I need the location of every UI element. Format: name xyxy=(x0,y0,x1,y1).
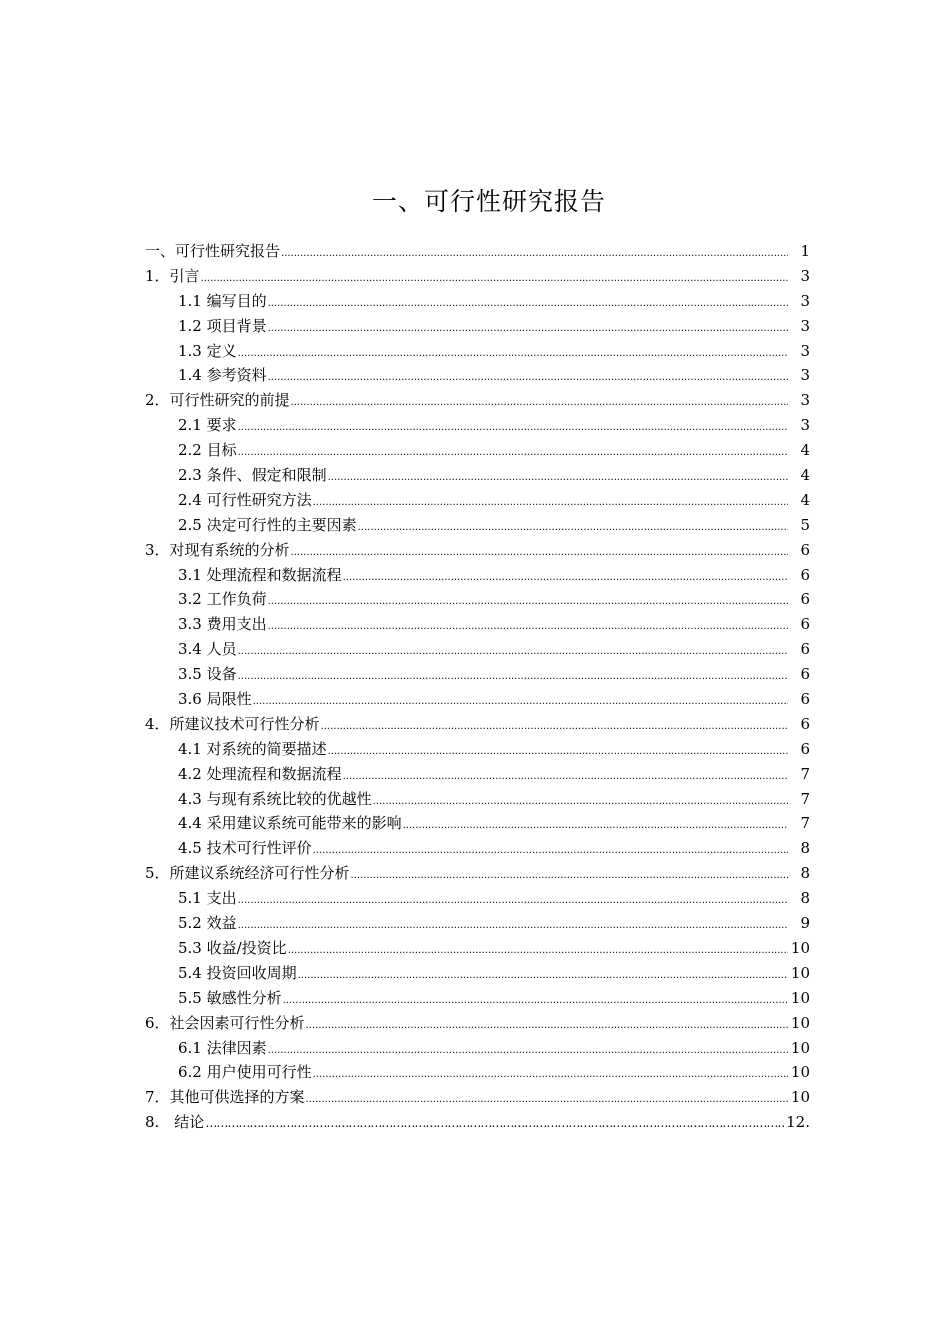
toc-entry-label: 2.4 可行性研究方法 xyxy=(178,490,312,509)
toc-entry[interactable] xyxy=(145,364,810,389)
toc-entry-page-number: 4 xyxy=(800,466,810,485)
toc-entry-page-number: 7 xyxy=(800,764,810,783)
toc-entry[interactable] xyxy=(145,539,810,564)
toc-dot-leader xyxy=(328,741,788,763)
toc-entry[interactable] xyxy=(145,564,810,589)
toc-entry-page-number: 6 xyxy=(800,565,810,584)
toc-dot-leader xyxy=(321,716,788,738)
toc-entry[interactable] xyxy=(145,713,810,738)
toc-entry-label: 6.1 法律因素 xyxy=(178,1038,267,1057)
toc-entry[interactable] xyxy=(145,1061,810,1086)
toc-entry-page-number: 10 xyxy=(790,1013,810,1032)
toc-entry-label: 4.4 采用建议系统可能带来的影响 xyxy=(178,814,402,833)
toc-entry[interactable] xyxy=(145,514,810,539)
toc-entry-label: 4.1 对系统的简要描述 xyxy=(178,739,327,758)
toc-entry[interactable] xyxy=(145,837,810,862)
toc-entry-label: 4.2 处理流程和数据流程 xyxy=(178,764,342,783)
toc-entry-page-number: 7 xyxy=(800,814,810,833)
toc-entry-label: 5．所建议系统经济可行性分析 xyxy=(145,864,350,883)
toc-entry[interactable] xyxy=(145,763,810,788)
toc-dot-leader xyxy=(238,343,788,365)
toc-entry[interactable] xyxy=(145,688,810,713)
toc-entry[interactable] xyxy=(145,987,810,1012)
toc-entry[interactable] xyxy=(145,489,810,514)
toc-entry[interactable] xyxy=(145,962,810,987)
toc-entry-label: 2.1 要求 xyxy=(178,416,237,435)
toc-dot-leader xyxy=(238,890,788,912)
toc-entry-page-number: 3 xyxy=(800,316,810,335)
toc-entry-label: 2.3 条件、假定和限制 xyxy=(178,466,327,485)
toc-entry-label: 3.5 设备 xyxy=(178,665,237,684)
toc-entry-page-number: 8 xyxy=(800,889,810,908)
toc-entry[interactable] xyxy=(145,290,810,315)
toc-entry-page-number: 3 xyxy=(800,341,810,360)
toc-dot-leader xyxy=(238,915,788,937)
toc-entry[interactable] xyxy=(145,937,810,962)
toc-dot-leader xyxy=(298,965,788,987)
toc-entry[interactable] xyxy=(145,912,810,937)
toc-entry-label: 2.2 目标 xyxy=(178,441,237,460)
toc-entry[interactable] xyxy=(145,439,810,464)
toc-dot-leader xyxy=(291,392,788,414)
toc-entry-page-number: 5 xyxy=(800,515,810,534)
toc-entry-page-number: 3 xyxy=(800,291,810,310)
toc-dot-leader xyxy=(268,367,788,389)
toc-dot-leader xyxy=(238,417,788,439)
toc-entry-page-number: 8 xyxy=(800,839,810,858)
toc-dot-leader xyxy=(343,766,788,788)
toc-dot-leader xyxy=(238,666,788,688)
toc-entry[interactable] xyxy=(145,588,810,613)
toc-dot-leader xyxy=(253,691,788,713)
toc-entry[interactable] xyxy=(145,788,810,813)
toc-entry-label: 5.3 收益/投资比 xyxy=(178,938,287,957)
toc-entry-label: 4．所建议技术可行性分析 xyxy=(145,714,320,733)
toc-entry-label: 3.1 处理流程和数据流程 xyxy=(178,565,342,584)
toc-dot-leader xyxy=(306,1089,788,1111)
toc-entry-label: 2．可行性研究的前提 xyxy=(145,391,290,410)
toc-entry-label: 7．其他可供选择的方案 xyxy=(145,1088,305,1107)
toc-entry-page-number: 3 xyxy=(800,266,810,285)
toc-entry-page-number: 6 xyxy=(800,590,810,609)
toc-entry[interactable] xyxy=(145,1037,810,1062)
toc-entry[interactable] xyxy=(145,340,810,365)
toc-entry-page-number: 10 xyxy=(790,1063,810,1082)
toc-entry-label: 5.5 敏感性分析 xyxy=(178,988,282,1007)
toc-entry-label: 6.2 用户使用可行性 xyxy=(178,1063,312,1082)
toc-dot-leader xyxy=(268,591,788,613)
toc-entry-page-number: 9 xyxy=(800,914,810,933)
toc-entry-label: 5.1 支出 xyxy=(178,889,237,908)
toc-dot-leader xyxy=(313,492,788,514)
toc-entry-page-number: 10 xyxy=(790,963,810,982)
toc-dot-leader xyxy=(291,542,788,564)
toc-entry-page-number: 8 xyxy=(800,864,810,883)
toc-entry-label: 一、可行性研究报告 xyxy=(145,242,281,260)
toc-dot-leader xyxy=(313,840,788,862)
toc-dot-leader xyxy=(268,616,788,638)
toc-entry-page-number: 10 xyxy=(790,988,810,1007)
toc-entry-label: 4.3 与现有系统比较的优越性 xyxy=(178,789,372,808)
toc-entry[interactable] xyxy=(145,1086,810,1111)
toc-entry-label: 2.5 决定可行性的主要因素 xyxy=(178,515,357,534)
toc-entry-label: 1.3 定义 xyxy=(178,341,237,360)
toc-entry[interactable] xyxy=(145,862,810,887)
toc-entry-page-number: 6 xyxy=(800,714,810,733)
toc-entry[interactable] xyxy=(145,240,810,265)
toc-entry[interactable] xyxy=(145,663,810,688)
toc-entry-page-number: 3 xyxy=(800,391,810,410)
toc-entry[interactable] xyxy=(145,812,810,837)
toc-entry-page-number: 6 xyxy=(800,540,810,559)
toc-entry[interactable] xyxy=(145,414,810,439)
toc-entry-page-number: 4 xyxy=(800,490,810,509)
toc-entry-page-number: 10 xyxy=(790,1038,810,1057)
toc-entry-page-number: 6 xyxy=(800,640,810,659)
toc-dot-leader xyxy=(205,1112,784,1136)
toc-entry-label: 3.6 局限性 xyxy=(178,690,252,709)
toc-dot-leader xyxy=(268,318,788,340)
toc-entry-label: 3.2 工作负荷 xyxy=(178,590,267,609)
toc-entry[interactable] xyxy=(145,638,810,663)
toc-dot-leader xyxy=(306,1015,788,1037)
toc-entry-label: 5.4 投资回收周期 xyxy=(178,963,297,982)
table-of-contents xyxy=(145,240,810,1136)
toc-dot-leader xyxy=(238,442,788,464)
toc-entry-page-number: 10 xyxy=(790,1088,810,1107)
toc-entry-label: 5.2 效益 xyxy=(178,914,237,933)
toc-entry-label: 3.3 费用支出 xyxy=(178,615,267,634)
toc-dot-leader xyxy=(268,1040,788,1062)
toc-entry-label: 3.4 人员 xyxy=(178,640,237,659)
toc-entry[interactable] xyxy=(145,464,810,489)
toc-dot-leader xyxy=(201,268,788,290)
toc-entry-page-number: 3 xyxy=(800,416,810,435)
toc-entry-label: 1.2 项目背景 xyxy=(178,316,267,335)
toc-entry-page-number: 4 xyxy=(800,441,810,460)
toc-entry[interactable] xyxy=(145,265,810,290)
toc-dot-leader xyxy=(283,990,788,1012)
toc-entry-page-number: 12. xyxy=(786,1113,810,1132)
toc-dot-leader xyxy=(373,791,788,813)
toc-dot-leader xyxy=(268,293,788,315)
toc-dot-leader xyxy=(343,567,788,589)
toc-dot-leader xyxy=(351,865,788,887)
toc-entry-label: 3．对现有系统的分析 xyxy=(145,540,290,559)
toc-dot-leader xyxy=(403,815,788,837)
toc-dot-leader xyxy=(238,641,788,663)
toc-entry-label: 1.4 参考资料 xyxy=(178,366,267,385)
toc-dot-leader xyxy=(313,1064,788,1086)
toc-dot-leader xyxy=(288,940,788,962)
toc-entry-label: 8. 结论 xyxy=(145,1113,205,1132)
toc-entry-label: 6．社会因素可行性分析 xyxy=(145,1013,305,1032)
toc-entry-page-number: 1 xyxy=(800,242,810,260)
toc-entry-page-number: 6 xyxy=(800,690,810,709)
toc-entry-page-number: 6 xyxy=(800,665,810,684)
toc-entry-label: 4.5 技术可行性评价 xyxy=(178,839,312,858)
toc-entry-page-number: 6 xyxy=(800,615,810,634)
toc-entry[interactable] xyxy=(145,613,810,638)
toc-entry[interactable] xyxy=(145,389,810,414)
toc-dot-leader xyxy=(328,467,788,489)
toc-dot-leader xyxy=(281,243,788,265)
toc-entry[interactable] xyxy=(145,1111,810,1136)
toc-entry[interactable] xyxy=(145,1012,810,1037)
toc-entry-label: 1.1 编写目的 xyxy=(178,291,267,310)
document-title: 一、可行性研究报告 xyxy=(371,187,606,216)
toc-entry-page-number: 10 xyxy=(790,938,810,957)
toc-dot-leader xyxy=(358,517,788,539)
toc-entry-page-number: 6 xyxy=(800,739,810,758)
toc-entry-page-number: 7 xyxy=(800,789,810,808)
toc-entry[interactable] xyxy=(145,887,810,912)
toc-entry-label: 1．引言 xyxy=(145,266,200,285)
toc-entry[interactable] xyxy=(145,738,810,763)
toc-entry[interactable] xyxy=(145,315,810,340)
toc-entry-page-number: 3 xyxy=(800,366,810,385)
